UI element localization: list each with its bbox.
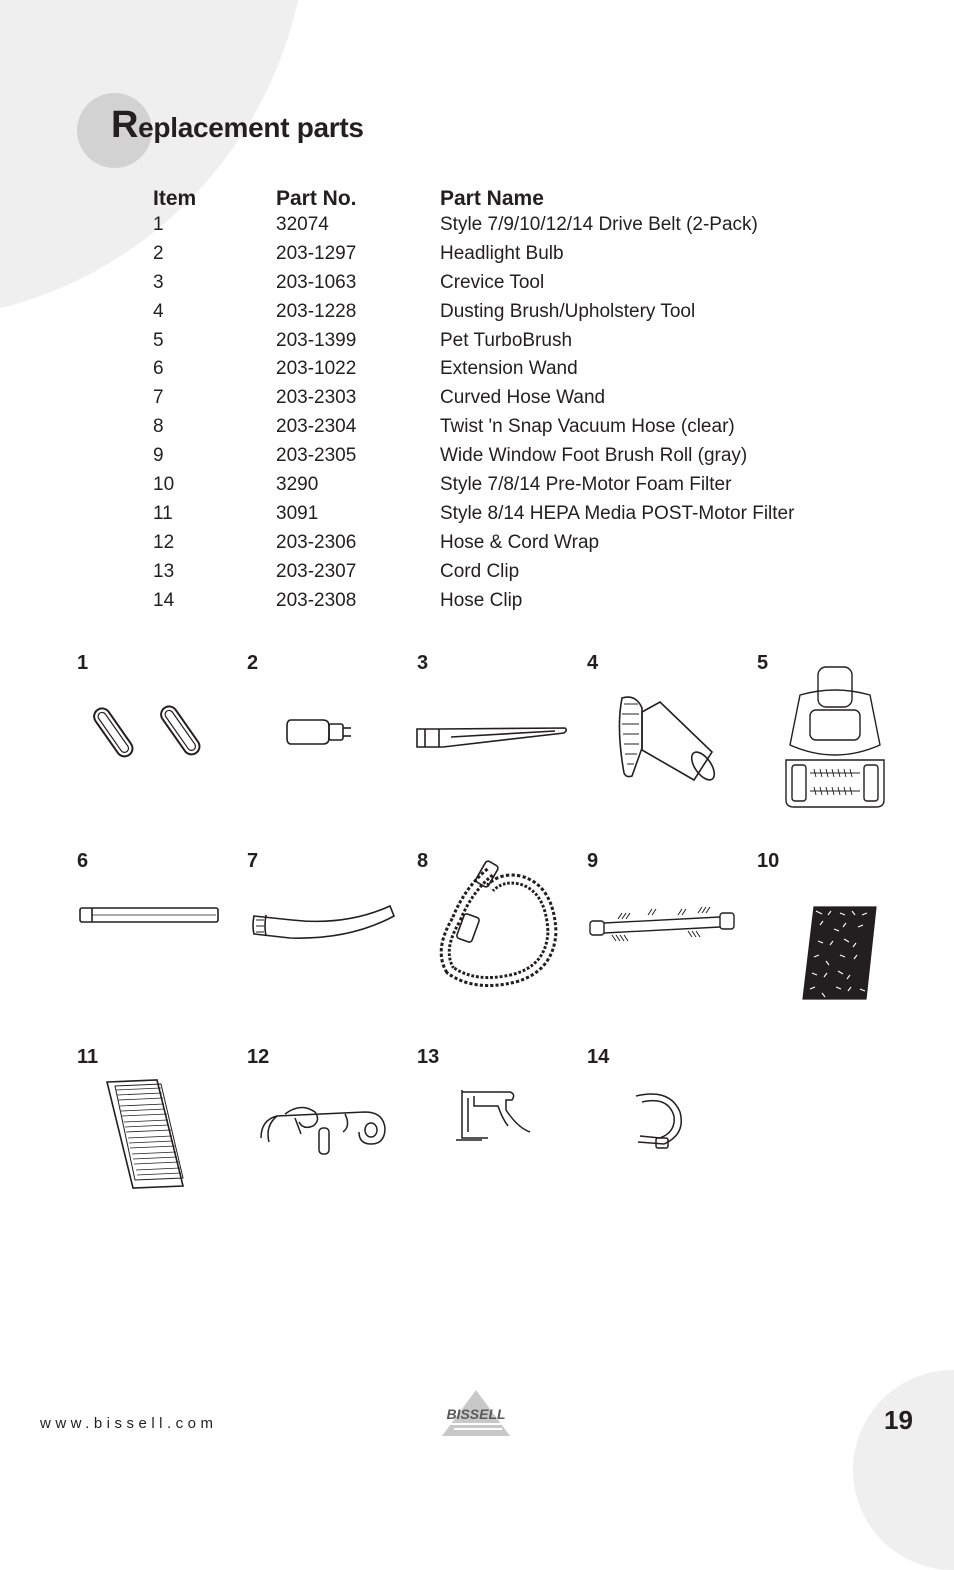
part-name: Style 7/8/14 Pre-Motor Foam Filter: [440, 474, 732, 496]
figure-number: 6: [77, 850, 89, 872]
figure-number: 8: [417, 850, 429, 872]
drive-belt-icon: [95, 700, 215, 760]
brush-roll-icon: [588, 905, 738, 945]
part-number: 3290: [276, 474, 319, 496]
part-name: Dusting Brush/Upholstery Tool: [440, 300, 696, 322]
turbobrush-icon: [780, 665, 890, 810]
dusting-brush-icon: [612, 688, 717, 793]
item-number: 6: [153, 358, 164, 380]
hose-clip-icon: [630, 1090, 690, 1152]
part-name: Hose Clip: [440, 589, 523, 611]
figure-number: 12: [247, 1046, 270, 1068]
item-number: 13: [153, 560, 175, 582]
figure-number: 14: [587, 1046, 610, 1068]
bissell-logo: [440, 1388, 512, 1443]
part-name: Hose & Cord Wrap: [440, 531, 600, 553]
figure-number: 1: [77, 652, 89, 674]
item-number: 11: [153, 502, 173, 524]
part-name: Headlight Bulb: [440, 242, 564, 264]
figure-number: 11: [77, 1046, 99, 1068]
hose-cord-wrap-icon: [255, 1098, 390, 1163]
header-part-name: Part Name: [440, 187, 544, 210]
part-number: 203-1297: [276, 242, 357, 264]
title-initial: R: [111, 104, 139, 146]
item-number: 5: [153, 329, 164, 351]
item-number: 3: [153, 271, 164, 293]
part-name: Twist 'n Snap Vacuum Hose (clear): [440, 416, 735, 438]
item-number: 14: [153, 589, 175, 611]
crevice-tool-icon: [415, 723, 570, 753]
item-number: 2: [153, 242, 164, 264]
page-number-tab: [853, 1370, 954, 1570]
part-name: Style 7/9/10/12/14 Drive Belt (2-Pack): [440, 214, 758, 235]
item-number: 1: [153, 214, 164, 235]
part-name: Cord Clip: [440, 560, 520, 582]
part-number: 203-1399: [276, 329, 357, 351]
extension-wand-icon: [78, 904, 223, 928]
headlight-bulb-icon: [285, 716, 355, 748]
item-number: 8: [153, 416, 164, 438]
foam-filter-icon: [800, 905, 880, 1003]
part-number: 203-2307: [276, 560, 357, 582]
item-number: 4: [153, 300, 164, 322]
part-number: 203-2308: [276, 589, 357, 611]
item-number: 9: [153, 445, 164, 467]
part-name: Curved Hose Wand: [440, 387, 606, 409]
item-number: 7: [153, 387, 164, 409]
part-name: Crevice Tool: [440, 271, 545, 293]
figure-number: 7: [247, 850, 259, 872]
figure-number: 10: [757, 850, 780, 872]
curved-wand-icon: [250, 900, 400, 945]
item-number: 10: [153, 474, 175, 496]
cord-clip-icon: [448, 1086, 538, 1146]
part-number: 203-1063: [276, 271, 357, 293]
part-number: 203-1022: [276, 358, 357, 380]
part-name: Style 8/14 HEPA Media POST-Motor Filter: [440, 502, 795, 524]
header-item: Item: [153, 187, 197, 210]
svg-text:BISSELL: BISSELL: [446, 1406, 506, 1422]
part-name: Pet TurboBrush: [440, 329, 573, 351]
vacuum-hose-icon: [420, 860, 565, 990]
figure-number: 9: [587, 850, 599, 872]
figure-number: 13: [417, 1046, 440, 1068]
part-number: 203-2303: [276, 387, 357, 409]
figure-number: 2: [247, 652, 259, 674]
page-number: 19: [884, 1405, 913, 1435]
part-number: 203-2304: [276, 416, 357, 438]
title-rest: eplacement parts: [138, 112, 364, 143]
item-number: 12: [153, 531, 175, 553]
part-number: 32074: [276, 214, 329, 235]
figure-number: 3: [417, 652, 429, 674]
part-number: 3091: [276, 502, 319, 524]
header-part-no: Part No.: [276, 187, 357, 210]
part-number: 203-1228: [276, 300, 357, 322]
figure-number: 5: [757, 652, 769, 674]
website-url: www.bissell.com: [40, 1415, 218, 1432]
part-number: 203-2306: [276, 531, 357, 553]
page-title: [111, 104, 364, 147]
part-number: 203-2305: [276, 445, 357, 467]
figure-number: 4: [587, 652, 599, 674]
part-name: Wide Window Foot Brush Roll (gray): [440, 445, 748, 467]
hepa-filter-icon: [103, 1078, 188, 1193]
part-name: Extension Wand: [440, 358, 578, 380]
